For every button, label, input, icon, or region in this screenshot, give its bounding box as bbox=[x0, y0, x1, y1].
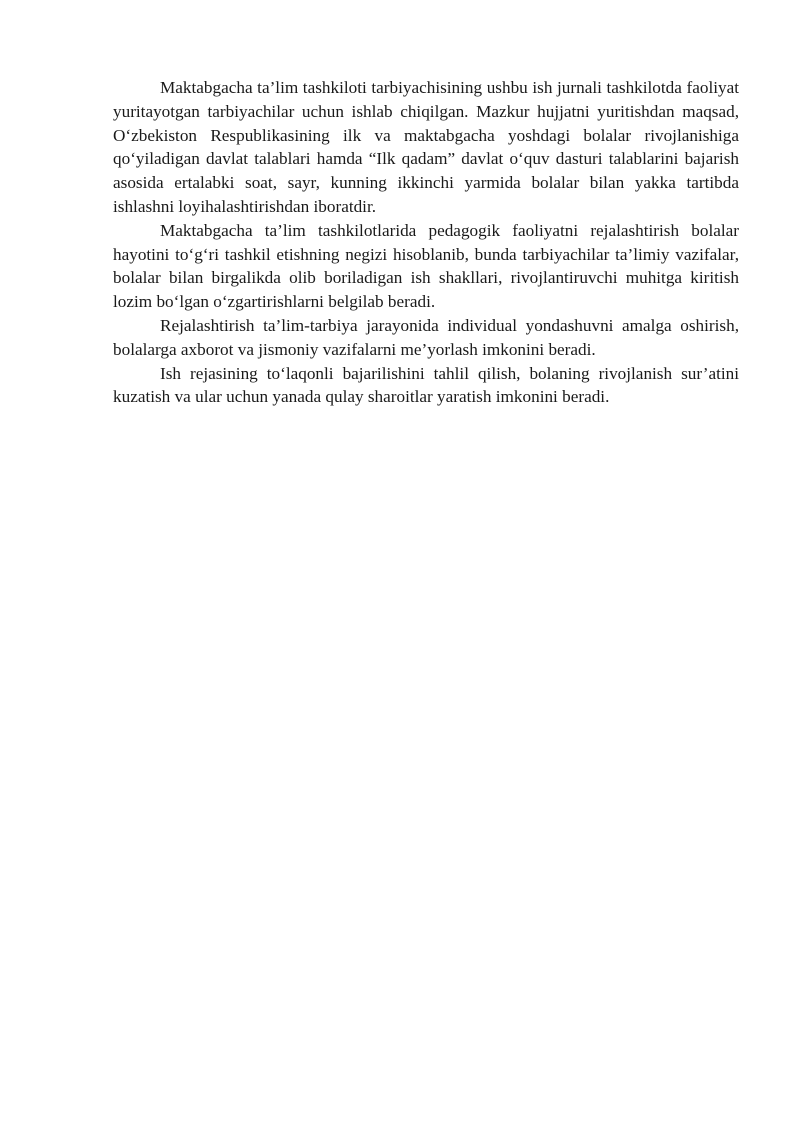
paragraph-plan-analysis: Ish rejasining to‘laqonli bajarilishini tahlil qilish, bolaning rivojlanish sur’atini kuzatish va ular uchun yanada qulay sharoitlar yaratish imkonini beradi. bbox=[113, 363, 739, 407]
paragraph-individual-approach: Rejalashtirish ta’lim-tarbiya jarayonida individual yondashuvni amalga oshirish, bolalarga axborot va jismoniy vazifalarni me’yorlash imkonini beradi. bbox=[113, 315, 739, 359]
paragraph-journal-purpose: Maktabgacha ta’lim tashkiloti tarbiyachisining ushbu ish jurnali tashkilotda faoliyat yuritayotgan tarbiyachilar uchun ishlab chiqilgan. Mazkur hujjatni yuritishdan maqsad, O‘zbekiston Respublikasining ilk va maktabgacha yoshdagi bolalar rivojlanishiga qo‘yiladigan davlat talablari hamda “Ilk qadam” davlat o‘quv dasturi talablarini bajarish asosida ertalabki soat, sayr, kunning ikkinchi yarmida bolalar bilan yakka tartibda ishlashni loyihalashtirishdan iboratdir. bbox=[113, 78, 739, 216]
document-page bbox=[113, 76, 739, 409]
paragraph-planning-basis: Maktabgacha ta’lim tashkilotlarida pedagogik faoliyatni rejalashtirish bolalar hayotini to‘g‘ri tashkil etishning negizi hisoblanib, bunda tarbiyachilar ta’limiy vazifalar, bolalar bilan birgalikda olib boriladigan ish shakllari, rivojlantiruvchi muhitga kiritish lozim bo‘lgan o‘zgartirishlarni belgilab beradi. bbox=[113, 220, 739, 312]
